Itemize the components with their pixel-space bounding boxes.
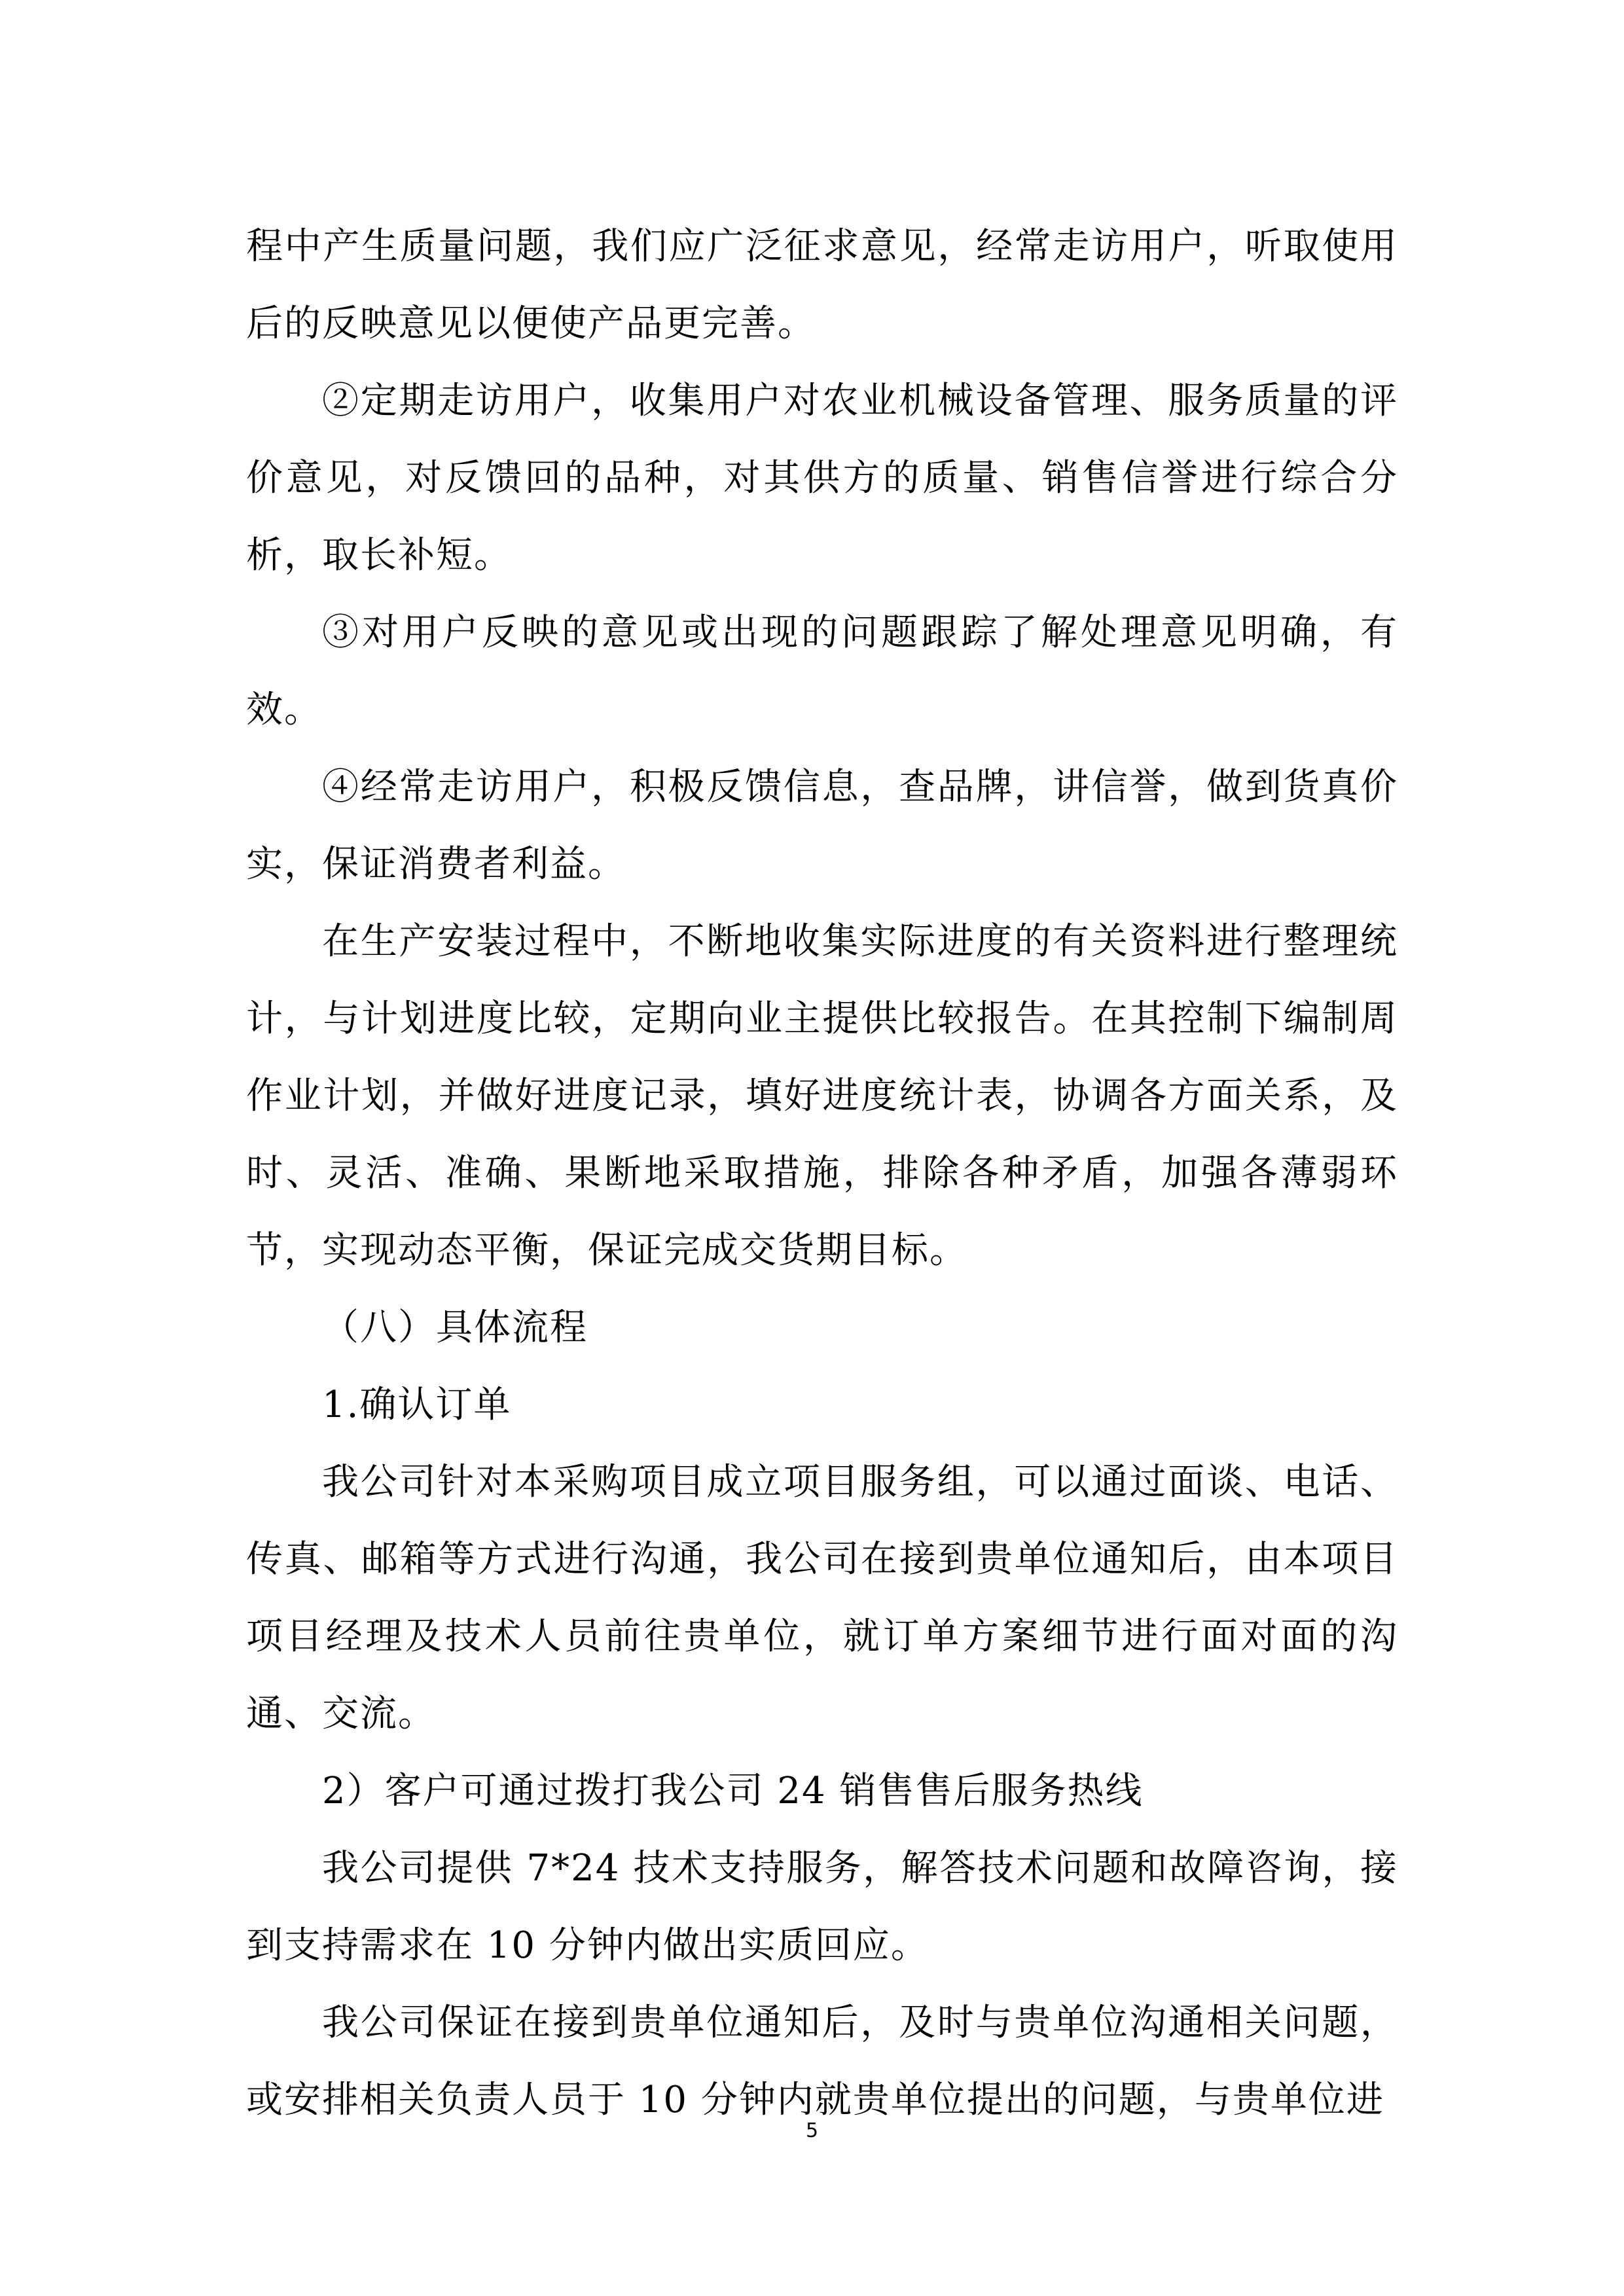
section-heading-specific-process: （八）具体流程 <box>322 1306 588 1349</box>
subheading-confirm-order: 1.确认订单 <box>322 1384 512 1426</box>
subheading-service-hotline: 2）客户可通过拨打我公司 24 销售售后服务热线 <box>322 1770 1144 1812</box>
paragraph-item-2: ②定期走访用户，收集用户对农业机械设备管理、服务质量的评价意见，对反馈回的品种，对其供方的质量、销售信誉进行综合分析，取长补短。 <box>246 380 1398 577</box>
paragraph-technical-support: 我公司提供 7*24 技术支持服务，解答技术问题和故障咨询，接到支持需求在 10 分钟内做出实质回应。 <box>246 1847 1398 1967</box>
page-number: 5 <box>805 2119 819 2142</box>
paragraph-item-4: ④经常走访用户，积极反馈信息，查品牌，讲信誉，做到货真价实，保证消费者利益。 <box>246 766 1398 886</box>
paragraph-item-3: ③对用户反映的意见或出现的问题跟踪了解处理意见明确，有效。 <box>246 611 1398 731</box>
paragraph-service-team: 我公司针对本采购项目成立项目服务组，可以通过面谈、电话、传真、邮箱等方式进行沟通，我公司在接到贵单位通知后，由本项目项目经理及技术人员前往贵单位，就订单方案细节进行面对面的沟通、交流。 <box>246 1461 1398 1735</box>
paragraph-response-guarantee: 我公司保证在接到贵单位通知后，及时与贵单位沟通相关问题，或安排相关负责人员于 10 分钟内就贵单位提出的问题，与贵单位进 <box>246 2001 1398 2121</box>
paragraph-continuation: 程中产生质量问题，我们应广泛征求意见，经常走访用户，听取使用后的反映意见以便使产品更完善。 <box>246 225 1398 345</box>
paragraph-progress-control: 在生产安装过程中，不断地收集实际进度的有关资料进行整理统计，与计划进度比较，定期向业主提供比较报告。在其控制下编制周作业计划，并做好进度记录，填好进度统计表，协调各方面关系，及时、灵活、准确、果断地采取措施，排除各种矛盾，加强各薄弱环节，实现动态平衡，保证完成交货期目标。 <box>246 920 1398 1272</box>
document-body <box>246 208 1398 2139</box>
